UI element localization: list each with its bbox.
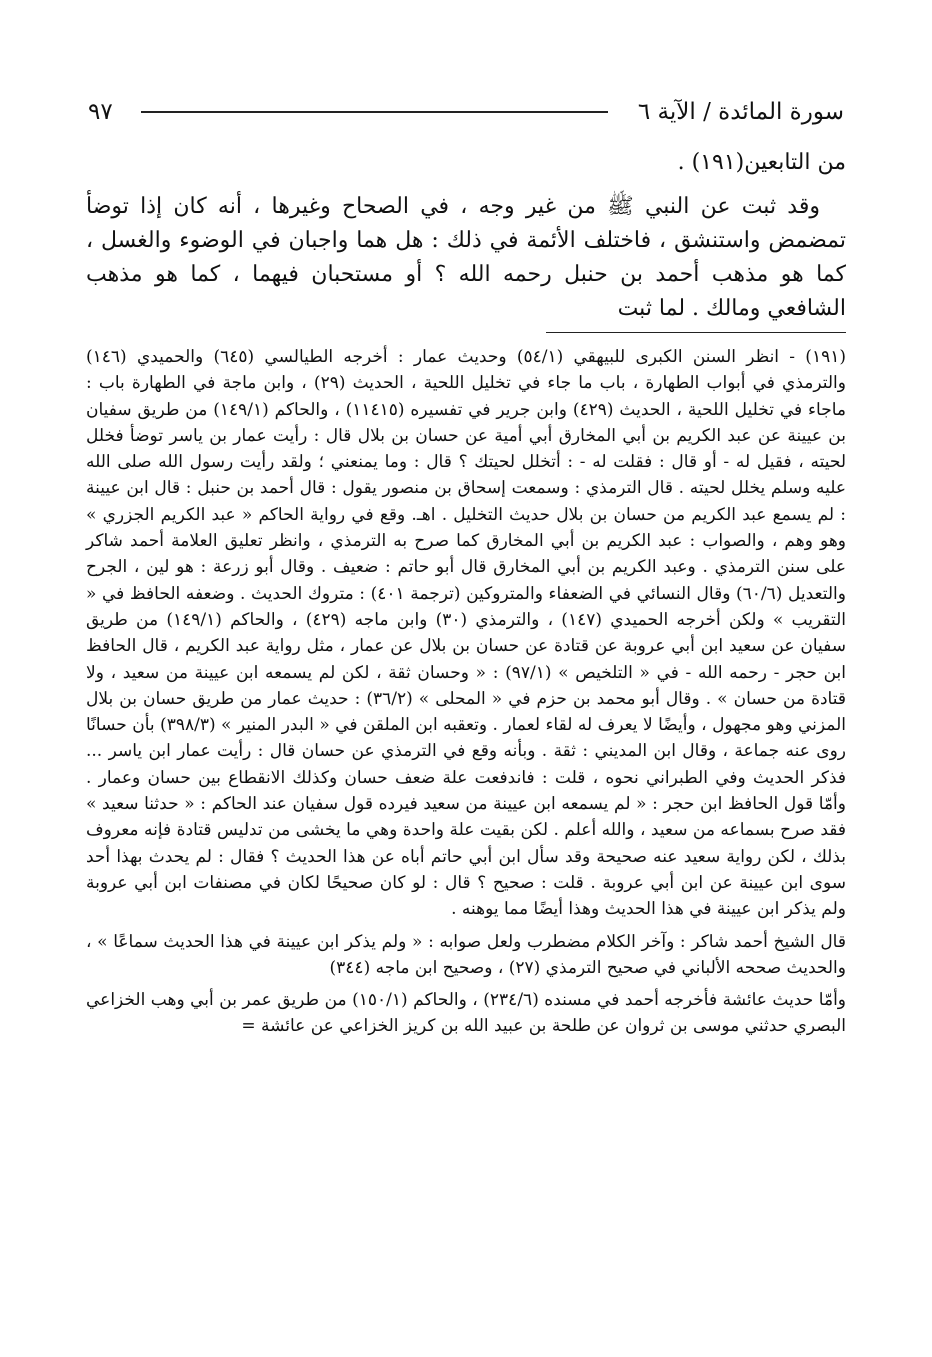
footnotes bbox=[86, 344, 846, 1040]
header-rule bbox=[141, 111, 608, 113]
continuation-line: من التابعين(١٩١) . bbox=[677, 150, 846, 175]
footnote-shaker-paragraph: قال الشيخ أحمد شاكر : وآخر الكلام مضطرب ولعل صوابه : « ولم يذكر ابن عيينة في هذا الحديث سماعًا » ، والحديث صححه الألباني في صحيح الترمذي (٢٧) ، وصحيح ابن ماجه (٣٤٤) bbox=[86, 931, 846, 978]
footnote-divider bbox=[546, 332, 846, 333]
page-number: ٩٧ bbox=[88, 99, 113, 125]
surah-title: سورة المائدة / الآية ٦ bbox=[637, 99, 844, 125]
body-paragraph: وقد ثبت عن النبي ﷺ من غير وجه ، في الصحاح وغيرها ، أنه كان إذا توضأ تمضمض واستنشق ، فاختلف الأئمة في ذلك : هل هما واجبان في الوضوء والغسل ، كما هو مذهب أحمد بن حنبل رحمه الله ؟ أو مستحبان فيهما ، كما هو مذهب الشافعي ومالك . لما ثبت bbox=[86, 194, 846, 321]
footnote-aisha-paragraph: وأمّا حديث عائشة فأخرجه أحمد في مسنده (٢٣٤/٦) ، والحاكم (١٥٠/١) من طريق عمر بن أبي وهب الخزاعي البصري حدثني موسى بن ثروان عن طلحة بن عبيد الله بن كريز الخزاعي عن عائشة = bbox=[86, 990, 846, 1037]
main-text bbox=[86, 146, 846, 326]
footnote-191: (١٩١) - انظر السنن الكبرى للبيهقي (٥٤/١) وحديث عمار : أخرجه الطيالسي (٦٤٥) والحميدي (١٤٦) والترمذي في أبواب الطهارة ، باب ما جاء في تخليل اللحية ، الحديث (٢٩) ، وابن ماجة في الطهارة باب : ماجاء في تخليل اللحية ، الحديث (٤٢٩) وابن جرير في تفسيره (١١٤١٥) ، والحاكم (١٤٩/١) من طريق سفيان بن عيينة عن عبد الكريم بن أبي المخارق أبي أمية عن حسان بن بلال قال : رأيت عمار بن ياسر توضأ فخلل لحيته ، فقيل له - أو قال : فقلت له - : أتخلل لحيتك ؟ قال : وما يمنعني ؛ ولقد رأيت رسول الله صلى الله عليه وسلم يخلل لحيته . قال الترمذي : وسمعت إسحاق بن منصور يقول : قال أحمد بن حنبل : قال ابن عيينة : لم يسمع عبد الكريم من حسان بن بلال حديث التخليل . اهـ. وقع في رواية الحاكم « عبد الكريم الجزري » وهو وهم ، والصواب : عبد الكريم بن أبي المخارق كما صرح به الترمذي ، وانظر تعليق العلامة أحمد شاكر على سنن الترمذي . وعبد الكريم بن أبي المخارق قال أبو حاتم : ضعيف . وقال أبو زرعة : هو لين ، الجرح والتعديل (٦٠/٦) وقال النسائي في الضعفاء والمتروكين (ترجمة ٤٠١) : متروك الحديث . وضعفه الحافظ في « التقريب » ولكن أخرجه الحميدي (١٤٧) ، والترمذي (٣٠) وابن ماجه (٤٢٩) ، والحاكم (١٤٩/١) من طريق سفيان عن سعيد ابن أبي عروبة عن قتادة عن حسان بن بلال عن عمار ، مثل رواية عبد الكريم ، قال الحافظ ابن حجر - رحمه الله - في « التلخيص » (٩٧/١) : « وحسان ثقة ، لكن لم يسمعه ابن عيينة من سعيد ، ولا قتادة من حسان » . وقال أبو محمد بن حزم في « المحلى » (٣٦/٢) : حديث عمار من طريق حسان بن بلال المزني وهو مجهول ، وأيضًا لا يعرف له لقاء لعمار . وتعقبه ابن الملقن في « البدر المنير » (٣٩٨/٣) بأن حسانًا روى عنه جماعة ، وقال ابن المديني : ثقة . وبأنه وقع في الترمذي عن حسان قال : رأيت عمار ابن ياسر ... فذكر الحديث وفي الطبراني نحوه ، قلت : فاندفعت علة ضعف حسان وكذلك الانقطاع بين حسان وعمار . وأمّا قول الحافظ ابن حجر : « لم يسمعه ابن عيينة من سعيد فيرده قول سفيان عند الحاكم : « حدثنا سعيد » فقد صرح بسماعه من سعيد ، والله أعلم . لكن بقيت علة واحدة وهي ما يخشى من تدليس قتادة فإنه معروف بذلك ، لكن رواية سعيد عنه صحيحة وقد سأل ابن أبي حاتم أباه عن هذا الحديث ؟ فقال : لم يحدث بهذا أحد سوى ابن عيينة عن ابن أبي عروبة . قلت : صحيح ؟ قال : لو كان صحيحًا لكان في مصنفات ابن أبي عروبة ولم يذكر ابن عيينة في هذا الحديث وهذا أيضًا مما يوهنه . bbox=[86, 347, 846, 920]
page-header bbox=[88, 92, 844, 132]
